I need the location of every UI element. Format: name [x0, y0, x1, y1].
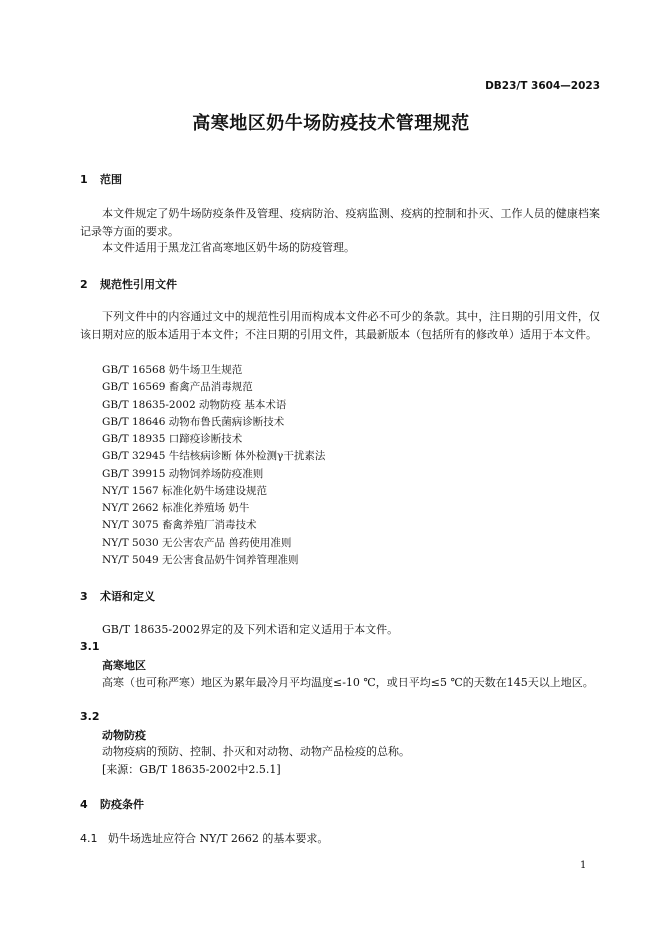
term-number: 3.1 [80, 640, 100, 653]
term-title: 动物防疫 [102, 729, 146, 742]
section-number: 2 [80, 278, 88, 291]
clause-number: 4.1 [80, 832, 98, 845]
reference-item: GB/T 16568 奶牛场卫生规范 [102, 364, 243, 376]
reference-item: NY/T 1567 标准化奶牛场建设规范 [102, 485, 268, 497]
reference-item: NY/T 3075 畜禽养殖厂消毒技术 [102, 519, 257, 531]
section-number: 3 [80, 590, 88, 603]
normative-references-intro: 下列文件中的内容通过文中的规范性引用而构成本文件必不可少的条款。其中，注日期的引用文件，仅该日期对应的版本适用于本文件；不注日期的引用文件，其最新版本（包括所有的修改单）适用于本文件。 [80, 310, 600, 341]
clause-text: 奶牛场选址应符合 NY/T 2662 的基本要求。 [108, 832, 329, 845]
section-title: 术语和定义 [100, 590, 155, 603]
reference-item: NY/T 5049 无公害食品奶牛饲养管理准则 [102, 554, 299, 566]
document-number: DB23/T 3604—2023 [485, 80, 600, 92]
reference-item: GB/T 32945 牛结核病诊断 体外检测γ干扰素法 [102, 450, 326, 462]
term-source: [来源：GB/T 18635-2002中2.5.1] [102, 763, 281, 776]
section-3-heading [80, 588, 155, 604]
section-title: 范围 [100, 173, 122, 186]
reference-item: GB/T 18935 口蹄疫诊断技术 [102, 433, 243, 445]
term-title: 高寒地区 [102, 659, 146, 672]
section-2-heading [80, 276, 177, 292]
scope-paragraph-2: 本文件适用于黑龙江省高寒地区奶牛场的防疫管理。 [102, 241, 355, 254]
clause-4-1 [80, 830, 328, 848]
section-number: 4 [80, 798, 88, 811]
reference-item: NY/T 5030 无公害农产品 兽药使用准则 [102, 537, 292, 549]
page-number: 1 [580, 860, 587, 871]
reference-item: NY/T 2662 标准化养殖场 奶牛 [102, 502, 250, 514]
reference-item: GB/T 39915 动物饲养场防疫准则 [102, 468, 264, 480]
reference-item: GB/T 16569 畜禽产品消毒规范 [102, 381, 253, 393]
term-definition: 动物疫病的预防、控制、扑灭和对动物、动物产品检疫的总称。 [102, 745, 410, 758]
terms-intro: GB/T 18635-2002界定的及下列术语和定义适用于本文件。 [102, 623, 399, 636]
section-title: 防疫条件 [100, 798, 144, 811]
term-definition: 高寒（也可称严寒）地区为累年最冷月平均温度≤-10 ℃，或日平均≤5 ℃的天数在145天以上地区。 [102, 676, 594, 689]
reference-item: GB/T 18635-2002 动物防疫 基本术语 [102, 399, 287, 411]
section-number: 1 [80, 173, 88, 186]
section-1-heading [80, 171, 122, 187]
section-title: 规范性引用文件 [100, 278, 177, 291]
section-4-heading [80, 796, 144, 812]
reference-item: GB/T 18646 动物布鲁氏菌病诊断技术 [102, 416, 285, 428]
scope-paragraph-1: 本文件规定了奶牛场防疫条件及管理、疫病防治、疫病监测、疫病的控制和扑灭、工作人员的健康档案记录等方面的要求。 [80, 207, 600, 238]
term-number: 3.2 [80, 710, 100, 723]
document-title: 高寒地区奶牛场防疫技术管理规范 [192, 113, 470, 134]
